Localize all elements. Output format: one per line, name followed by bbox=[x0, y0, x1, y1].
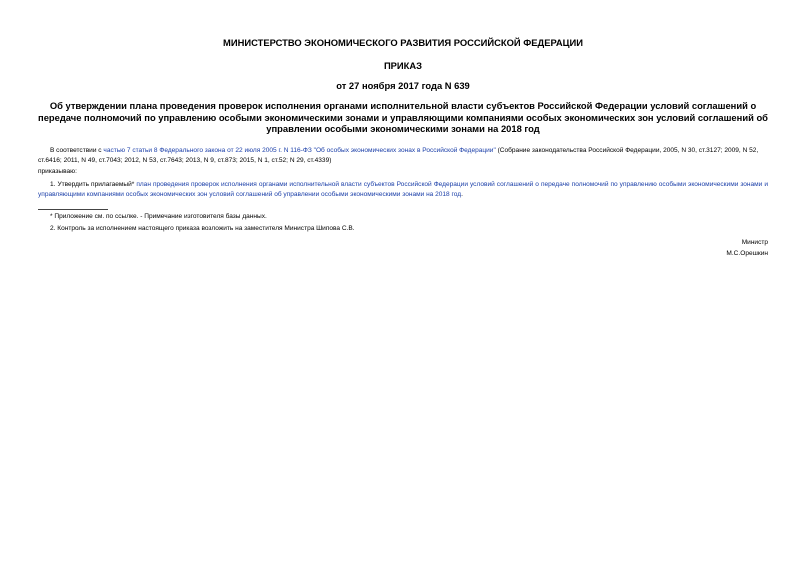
ministry-heading: МИНИСТЕРСТВО ЭКОНОМИЧЕСКОГО РАЗВИТИЯ РОССИЙСКОЙ ФЕДЕРАЦИИ bbox=[223, 37, 583, 48]
signature-name: М.С.Орешкин bbox=[726, 249, 768, 257]
item-1-suffix: . bbox=[461, 191, 463, 199]
intro-paragraph bbox=[38, 146, 768, 167]
signature-block bbox=[38, 238, 768, 259]
federal-law-link[interactable]: частью 7 статьи 8 Федерального закона от 22 июля 2005 г. N 116-ФЗ "Об особых экономических зонах в Российской Федерации" bbox=[103, 146, 496, 154]
item-1-prefix: 1. Утвердить прилагаемый* bbox=[50, 180, 137, 188]
order-title: ПРИКАЗ bbox=[383, 60, 423, 71]
document-body bbox=[38, 146, 768, 235]
order-subject: Об утверждении плана проведения проверок исполнения органами исполнительной власти субъектов Российской Федерации условий соглашений о передаче полномочий по управлению особыми экономическими зонами и управляющими компаниями особых экономических зон условий соглашений об управлении особыми экономическими зонами на 2018 год bbox=[38, 100, 768, 135]
document-page bbox=[38, 30, 768, 259]
intro-suffix: (Собрание законодательства Российской Федерации, 2005, N 30, ст.3127; 2009, N 52, ст.6416; 2011, N 49, ст.7043; 2012, N 53, ст.7643; 2013, N 9, ст.873; 2015, N 1, ст.52; N 29, ст.4339) bbox=[38, 146, 759, 165]
order-word: приказываю: bbox=[38, 167, 77, 175]
signature-position: Министр bbox=[741, 238, 768, 246]
item-1-paragraph bbox=[38, 180, 768, 201]
order-date: от 27 ноября 2017 года N 639 bbox=[336, 80, 470, 91]
footnote-text: * Приложение см. по ссылке. - Примечание изготовителя базы данных. bbox=[50, 212, 267, 220]
footnote-divider bbox=[38, 209, 108, 210]
item-2-paragraph: 2. Контроль за исполнением настоящего приказа возложить на заместителя Министра Шипова С.В. bbox=[50, 225, 355, 233]
plan-link[interactable]: план проведения проверок исполнения органами исполнительной власти субъектов Российской Федерации условий соглашений о передаче полномочий по управлению особыми экономическими зонами и управляющими компаниями особых экономических зон условий соглашений об управлении особыми экономическими зонами на 2018 год bbox=[38, 180, 769, 199]
intro-prefix: В соответствии с bbox=[50, 146, 104, 154]
